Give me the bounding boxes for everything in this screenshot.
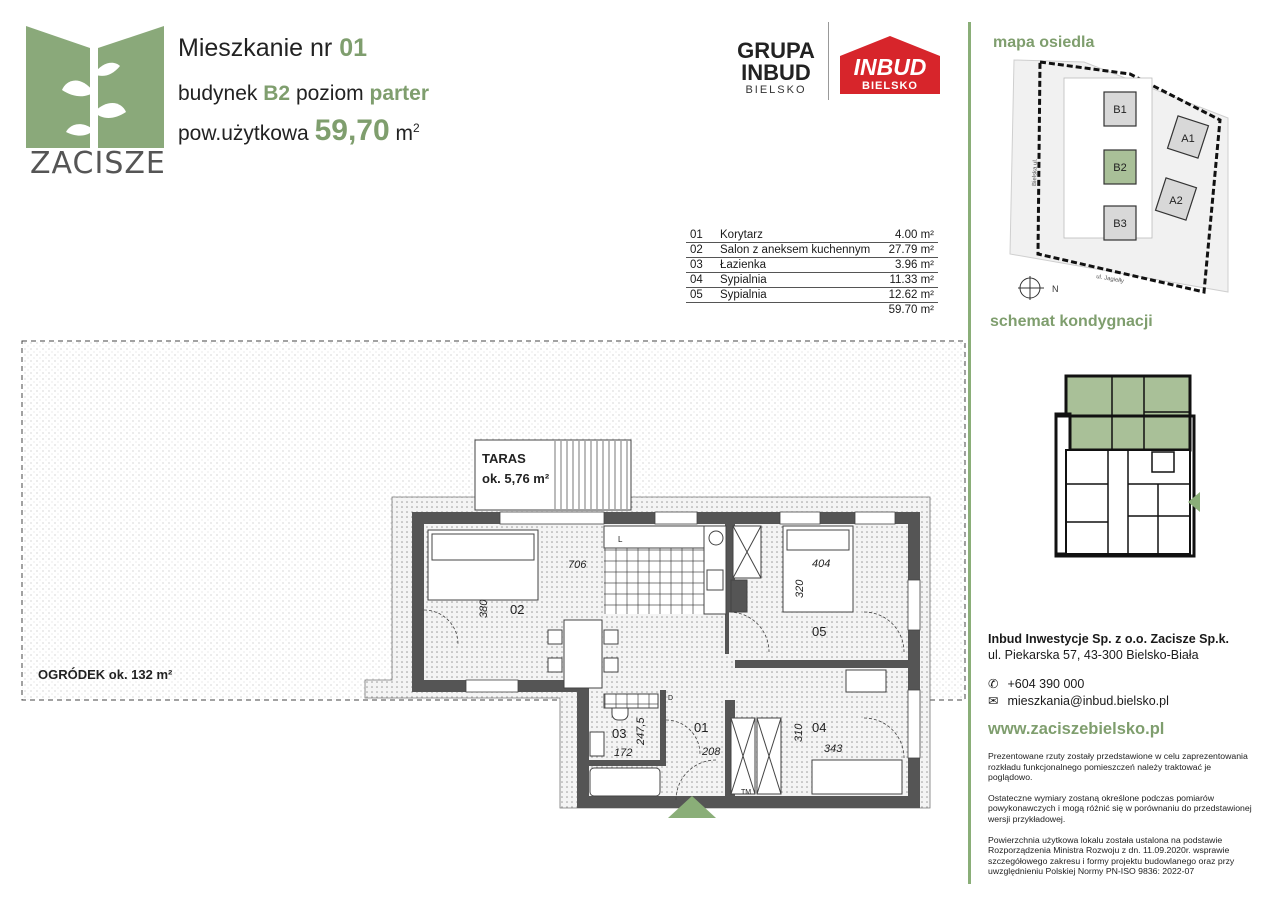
disclaimer-notes xyxy=(988,751,1253,877)
room-name: Korytarz xyxy=(716,228,874,243)
street-bielska: Bielska ul. xyxy=(1032,158,1039,187)
site-map-title: mapa osiedla xyxy=(993,34,1095,51)
kitchen-tiles xyxy=(604,548,704,614)
badge-bottom-text: BIELSKO xyxy=(862,80,918,92)
area-value: 59,70 xyxy=(314,114,390,147)
floor-scheme xyxy=(1048,372,1200,572)
title-label: Mieszkanie nr xyxy=(178,34,333,62)
brand-line3: BIELSKO xyxy=(745,84,807,96)
room-number: 02 xyxy=(686,243,716,258)
room-row xyxy=(686,228,938,243)
room-row xyxy=(686,273,938,288)
floor-plan xyxy=(0,330,968,830)
brand-block xyxy=(730,40,945,100)
room-label-04: 04 xyxy=(812,720,827,735)
room-number: 01 xyxy=(686,228,716,243)
room-name: Łazienka xyxy=(716,258,874,273)
contact-block xyxy=(988,632,1229,739)
dim-706: 706 xyxy=(568,559,587,571)
room-area-table xyxy=(686,228,938,317)
building-value: B2 xyxy=(263,82,291,105)
dim-380: 380 xyxy=(478,599,490,618)
north-label: N xyxy=(1052,284,1059,294)
room-area: 11.33 m² xyxy=(874,273,938,288)
phone-row xyxy=(988,676,1229,691)
room-total-area: 59.70 m² xyxy=(888,304,934,316)
room-label-01: 01 xyxy=(694,720,709,735)
level-label: poziom xyxy=(295,82,364,105)
label-d: D xyxy=(668,695,674,702)
note-2: Ostateczne wymiary zostaną określone podczas pomiarów powykonawczych i mogą różnić się w porównaniu do przedstawionej wersji przykładowej. xyxy=(988,792,1252,824)
badge-top-text: INBUD xyxy=(853,54,927,80)
level-value: parter xyxy=(369,82,430,105)
room-label-02: 02 xyxy=(510,602,525,617)
usable-area xyxy=(178,114,420,148)
street-jagiella: ul. Jagiełły xyxy=(1095,274,1125,285)
phone-number[interactable]: +604 390 000 xyxy=(1007,677,1085,691)
room-total-row xyxy=(686,303,938,318)
phone-icon: ✆ xyxy=(988,677,999,691)
site-building-label: A2 xyxy=(1169,195,1183,207)
floor-scheme-title: schemat kondygnacji xyxy=(990,313,1153,330)
room-number: 03 xyxy=(686,258,716,273)
dim-208: 208 xyxy=(702,746,721,758)
room-number: 05 xyxy=(686,288,716,303)
company-name: Inbud Inwestycje Sp. z o.o. Zacisze Sp.k. xyxy=(988,632,1230,646)
sofa xyxy=(428,530,538,600)
dim-320: 320 xyxy=(794,579,806,598)
label-tm: TM xyxy=(741,789,752,796)
room-name: Sypialnia xyxy=(716,288,874,303)
area-unit: m xyxy=(395,122,414,145)
dim-310: 310 xyxy=(793,723,805,742)
brand-text xyxy=(730,40,822,96)
room-area: 4.00 m² xyxy=(874,228,938,243)
room-name: Salon z aneksem kuchennym xyxy=(716,243,874,258)
dim-343: 343 xyxy=(824,743,843,755)
email-address[interactable]: mieszkania@inbud.bielsko.pl xyxy=(1007,694,1169,708)
terrace-area: ok. 5,76 m² xyxy=(482,471,550,486)
inbud-house-badge-icon xyxy=(836,34,944,96)
terrace-title: TARAS xyxy=(482,451,526,466)
area-label: pow.użytkowa xyxy=(178,122,309,145)
apartment-number: 01 xyxy=(339,34,367,62)
room-area: 27.79 m² xyxy=(874,243,938,258)
room-name: Sypialnia xyxy=(716,273,874,288)
dim-2475: 247,5 xyxy=(635,717,647,745)
apartment-title xyxy=(178,34,367,63)
room-row xyxy=(686,258,938,273)
label-l: L xyxy=(618,535,623,544)
site-building-label: A1 xyxy=(1181,133,1195,145)
room-row xyxy=(686,243,938,258)
zacisze-logo xyxy=(22,22,166,182)
site-building-label: B3 xyxy=(1113,218,1127,230)
dim-404: 404 xyxy=(812,558,831,570)
area-unit-sup: 2 xyxy=(413,121,420,135)
website-link[interactable]: www.zaciszebielsko.pl xyxy=(988,720,1165,738)
leaf-logo-icon xyxy=(22,22,166,148)
north-arrow-icon xyxy=(1018,276,1059,300)
room-area: 3.96 m² xyxy=(874,258,938,273)
room-row xyxy=(686,288,938,303)
site-building-label: B1 xyxy=(1113,104,1127,116)
dim-172: 172 xyxy=(614,747,633,759)
sidebar-divider xyxy=(968,22,971,884)
logo-text: ZACISZE xyxy=(30,146,166,181)
building-label: budynek xyxy=(178,82,258,105)
brand-line1: GRUPA xyxy=(737,38,815,63)
garden-label: OGRÓDEK ok. 132 m² xyxy=(38,667,173,682)
room-area: 12.62 m² xyxy=(874,288,938,303)
brand-line2: INBUD xyxy=(741,60,811,85)
room-number: 04 xyxy=(686,273,716,288)
note-3: Powierzchnia użytkowa lokalu została ustalona na podstawie Rozporządzenia Ministra Rozwoju z dn. 11.09.2020r. wsprawie szczegółowego zakresu i formy projektu budowlanego oraz przy uwzględnieniu Polskiej Normy PN-ISO 9836: 2022-07 xyxy=(988,834,1235,877)
email-row xyxy=(988,693,1229,708)
building-level xyxy=(178,82,429,106)
company-address: ul. Piekarska 57, 43-300 Bielsko-Biała xyxy=(988,648,1199,662)
brand-divider xyxy=(828,22,829,100)
note-1: Prezentowane rzuty zostały przedstawione w celu zaprezentowania rozkładu funkcjonalnego pomieszczeń należy traktować je poglądowo. xyxy=(988,751,1248,783)
site-building-label: B2 xyxy=(1113,162,1127,174)
site-map xyxy=(1000,56,1246,316)
room-label-05: 05 xyxy=(812,624,827,639)
envelope-icon: ✉ xyxy=(988,694,999,708)
room-label-03: 03 xyxy=(612,726,627,741)
